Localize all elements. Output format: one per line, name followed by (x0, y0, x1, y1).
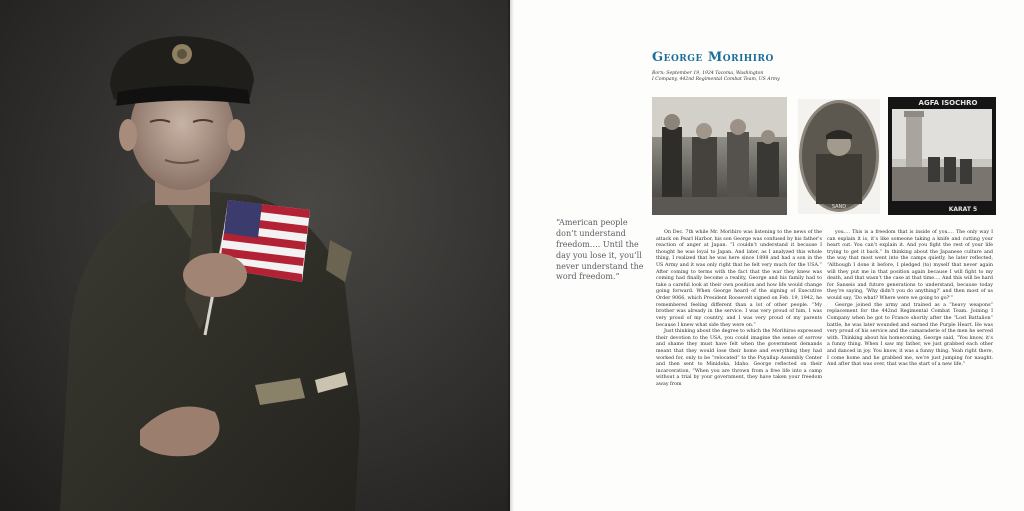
paragraph: Just thinking about the degree to which the Morihiros expressed their devotion to the USA, you could imagine the sense of sorrow and shame they must have felt when the government demands meant that they would lose their home and everything they had worked for, only to be “relocated” to the Puyallup Assembly Center and then sent to Minidoka, Idaho. George reflected on their incarceration, “When you are thrown from a free life into a camp without a trial by your government, they have taken your freedom away from (656, 329, 822, 388)
page-title: George Morihiro (652, 50, 774, 65)
paragraph: you…. This is a freedom that is inside of you…. The only way I can explain it is, it’s like someone taking a knife and cutting your heart out. You can’t explain it. And you fight the rest of your life trying to get it back.” In thinking about the Japanese culture and the way that most went into the camps quietly, he later reflected, “Although I done it before, I pledged (to) myself that never again will they put me in that position again because I will fight to my death, and that wasn’t the case at that time…. And this will be hard for Sanseis and future generations to understand, because today they’re saying, ‘Why didn’t you do anything?’ and then most of us would say, ‘Do what? Where were we going to go?’” (827, 230, 993, 302)
text-page (514, 0, 1024, 511)
photo-caption: SAND (831, 204, 847, 210)
film-strip-photo (888, 97, 996, 215)
body-column-2 (827, 230, 993, 369)
unit-info: I Company, 442nd Regimental Combat Team, US Army (652, 77, 780, 83)
oval-soldier-photo (798, 99, 880, 214)
veteran-portrait (0, 0, 510, 511)
birth-info: Born: September 19, 1924 Tacoma, Washington (652, 71, 764, 76)
body-column-1 (656, 230, 822, 389)
pull-quote: “American people don’t understand freedom…. Until the day you lose it, you’ll never understand the word freedom.” (556, 218, 644, 282)
film-label-top: AGFA ISOCHRO (918, 99, 978, 107)
subtitle (652, 71, 780, 83)
group-photo (652, 97, 787, 215)
paragraph: George joined the army and trained as a “heavy weapons” replacement for the 442nd Regimental Combat Team. Joining I Company when he got to France shortly after the “Lost Battalion” battle, he was later wounded and earned the Purple Heart. He was very proud of his service and the camaraderie of the men he served with. Thinking about his homecoming, George said, “You know, it’s a funny thing. When I saw my father, we just grabbed each other and danced in joy. You know, it was a funny thing. Yeah right there, I come home and he grabbed me, we’re just jumping for naught. And after that was over, that was the start of a new life.” (827, 302, 993, 368)
portrait-page (0, 0, 510, 511)
paragraph: On Dec. 7th while Mr. Morihiro was listening to the news of the attack on Pearl Harbor, his son George was confused by his father’s reaction of anger at Japan. “I couldn’t understand it because I thought he was loyal to Japan. And later, as I analyzed this whole thing, I realized that he was here since 1898 and had a son in the US Army and it was only right that he felt very much for the USA.” After coming to terms with the fact that the war they knew was coming had finally become a reality, George and his family had to take a careful look at their own position and how life would change going forward. When George heard of the signing of Executive Order 9066, which President Roosevelt signed on Feb. 19, 1942, he remembered feeling different than a lot of other people. “My brother was already in the service. I was very proud of him, I was very proud of my country, and I was very proud of my parents because I knew what side they were on.” (656, 230, 822, 328)
film-label-bottom: KARAT 5 (948, 206, 978, 213)
